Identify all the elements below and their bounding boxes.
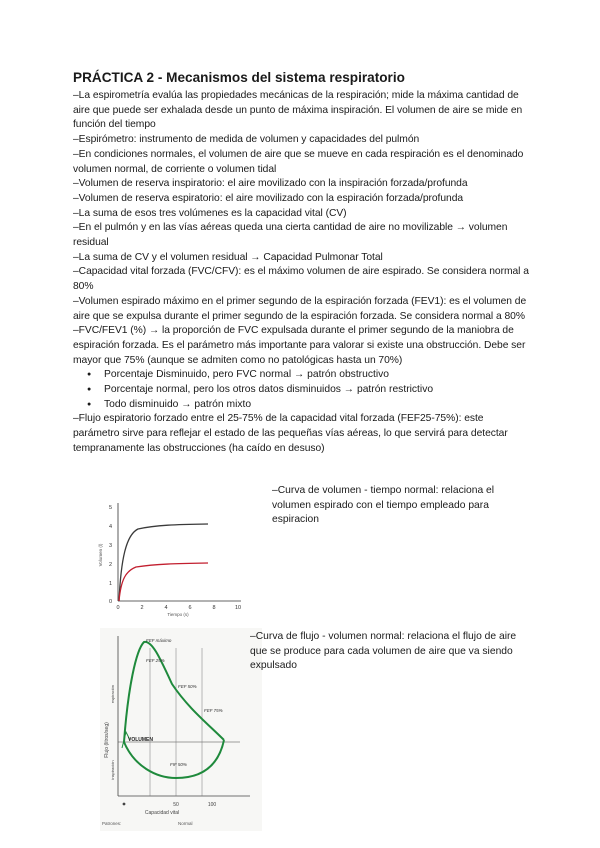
fif50-label: FIF 50% — [170, 762, 187, 767]
x-axis-label: Tiempo (s) — [167, 612, 189, 617]
fef-max-label: FEF máximo — [146, 638, 172, 643]
paragraph-volumen-tidal: –En condiciones normales, el volumen de aire que se mueve en cada respiración es el denominado volumen normal, de corriente o volumen tidal — [73, 148, 524, 175]
x-tick-label: 0 — [116, 605, 120, 611]
paragraph-espirometro: –Espirómetro: instrumento de medida de volumen y capacidades del pulmón — [73, 134, 420, 146]
expiration-axis-label: espiración — [110, 684, 115, 704]
y-tick-label: 0 — [108, 599, 112, 605]
paragraph-volumen-residual: –En el pulmón y en las vías aéreas queda una cierta cantidad de aire no movilizable → volumen residual — [73, 222, 508, 249]
paragraph-capacidad-vital: –La suma de esos tres volúmenes es la capacidad vital (CV) — [73, 207, 347, 219]
x-tick-label: 100 — [207, 802, 217, 808]
paragraph-fef25-75: –Flujo espiratorio forzado entre el 25-75% de la capacidad vital forzada (FEF25-75%): este parámetro sirve para reflejar el estado de las pequeñas vías aéreas, lo que servirá para detectar tempranamente las obstrucciones (ha caído en desuso) — [73, 413, 508, 454]
volume-time-chart — [96, 489, 266, 617]
x-axis-label: Capacidad vital — [144, 810, 180, 816]
paragraph-capacidad-total: –La suma de CV y el volumen residual → Capacidad Pulmonar Total — [73, 251, 383, 263]
pattern-list — [73, 368, 529, 412]
x-tick-label: 8 — [212, 605, 216, 611]
volume-time-figure — [96, 489, 266, 617]
paragraph-reserva-espiratorio: –Volumen de reserva espiratorio: el aire movilizado con la espiración forzada/profunda — [73, 192, 464, 204]
x-tick-label: 6 — [188, 605, 192, 611]
x-tick-label: 4 — [164, 605, 168, 611]
x-tick-label: 2 — [140, 605, 144, 611]
pattern-label: Patrones: — [102, 821, 122, 826]
y-tick-label: 4 — [108, 524, 112, 530]
paragraph-reserva-inspiratorio: –Volumen de reserva inspiratorio: el aire movilizado con la inspiración forzada/profunda — [73, 178, 468, 190]
y-tick-label: 5 — [108, 505, 112, 511]
y-tick-label: 1 — [108, 581, 112, 587]
document-body — [73, 70, 529, 457]
paragraph-fvc: –Capacidad vital forzada (FVC/CFV): es el máximo volumen de aire espirado. Se considera normal a 80% — [73, 266, 529, 293]
page-title: PRÁCTICA 2 - Mecanismos del sistema respiratorio — [73, 70, 405, 85]
list-item: ● Porcentaje Disminuido, pero FVC normal → patrón obstructivo — [95, 368, 529, 383]
flow-volume-chart — [100, 628, 262, 831]
figure1-caption: –Curva de volumen - tiempo normal: relaciona el volumen espirado con el tiempo empleado para espiracion — [272, 485, 495, 526]
fef25-label: FEF 25% — [146, 658, 165, 663]
fef75-label: FEF 75% — [204, 708, 223, 713]
volume-label: VOLUMEN — [128, 737, 153, 743]
x-tick-label: 10 — [234, 605, 242, 611]
list-item: ● Porcentaje normal, pero los otros datos disminuidos → patrón restrictivo — [95, 383, 529, 398]
figure-background — [96, 489, 266, 617]
y-axis-label: Volumen (l) — [98, 543, 103, 567]
y-tick-label: 2 — [108, 562, 112, 568]
flow-volume-figure — [100, 628, 262, 831]
x-tick-mark — [123, 803, 126, 806]
fef50-label: FEF 50% — [178, 684, 197, 689]
flow-axis-label: Flujo (litros/seg) — [104, 722, 110, 758]
figure2-caption: –Curva de flujo - volumen normal: relaciona el flujo de aire que se produce para cada volumen de aire que va siendo expulsado — [250, 631, 517, 672]
y-tick-label: 3 — [108, 543, 112, 549]
paragraph-fvc-fev1: –FVC/FEV1 (%) → la proporción de FVC expulsada durante el primer segundo de la maniobra de espiración forzada. Es el parámetro más importante para valorar si existe una obstrucción. Debe ser mayor que 75% (aunque se admiten como no patológicas hasta un 70%) — [73, 325, 526, 366]
pattern-value: Normal — [178, 821, 193, 826]
x-tick-label: 50 — [173, 802, 179, 808]
inspiration-axis-label: inspiración — [110, 760, 115, 780]
paragraph-fev1: –Volumen espirado máximo en el primer segundo de la espiración forzada (FEV1): es el volumen de aire que se expulsa durante el primer segundo de la espiración forzada. Se considera normal a 80% — [73, 295, 527, 322]
list-item: ● Todo disminuido → patrón mixto — [95, 398, 529, 413]
paragraph-espirometria: –La espirometría evalúa las propiedades mecánicas de la respiración; mide la máxima cantidad de aire que puede ser exhalada desde un punto de máxima inspiración. El volumen de aire se mide en función del tiempo — [73, 90, 523, 131]
